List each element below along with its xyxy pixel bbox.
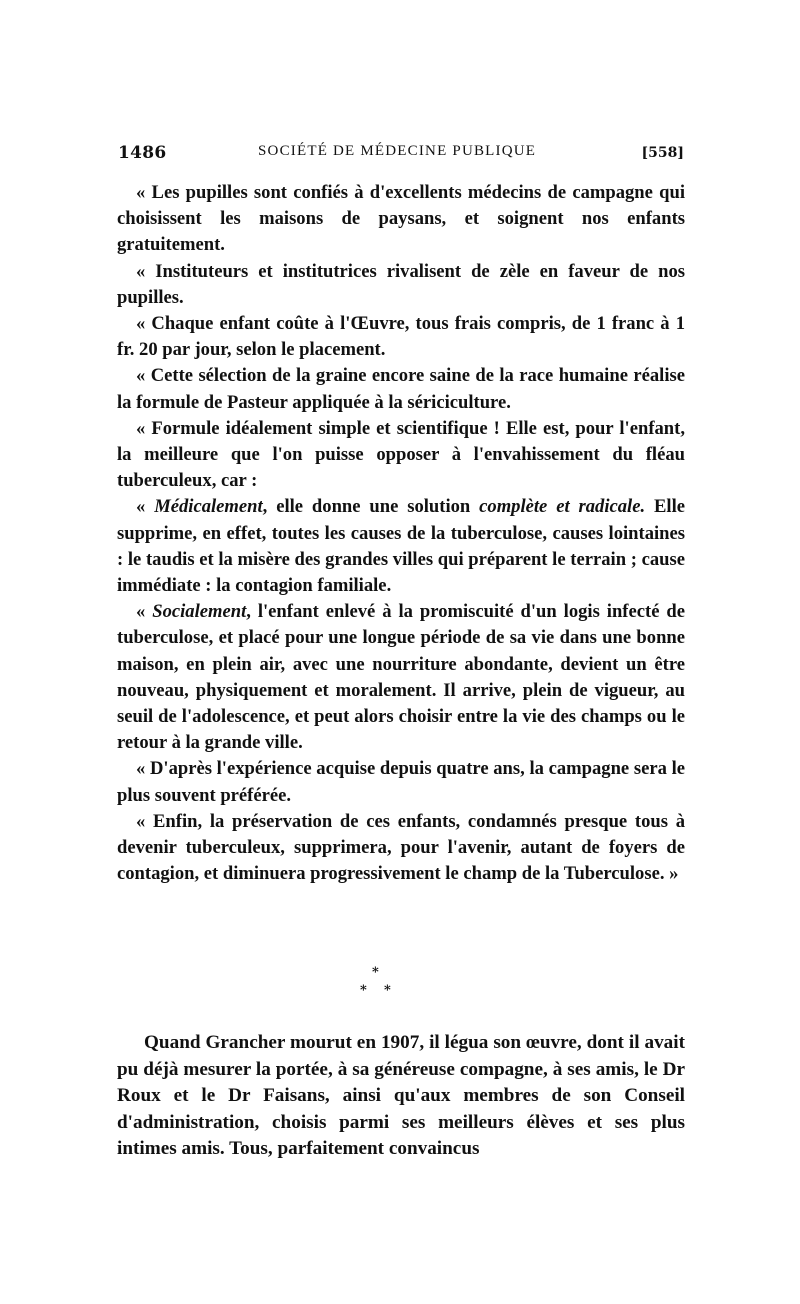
paragraph-socialement [117, 599, 685, 756]
paragraph-medicalement [117, 494, 685, 599]
asterisk: * [360, 983, 367, 998]
section-separator-asterism [360, 965, 430, 1010]
paragraph: « Enfin, la préservation de ces enfants, condamnés presque tous à devenir tuberculeux, supprimera, pour l'avenir, autant de foyers de contagion, et diminuera progressivement le champ de la Tuberculose. » [117, 810, 685, 885]
quote-mark: « [136, 496, 155, 518]
paragraph: « D'après l'expérience acquise depuis quatre ans, la campagne sera le plus souvent préférée. [117, 758, 685, 806]
asterisk: * [384, 983, 391, 998]
running-title: SOCIÉTÉ DE MÉDECINE PUBLIQUE [258, 143, 537, 159]
quote-mark: « [136, 601, 153, 623]
closing-text-block [117, 1030, 685, 1163]
paragraph: « Les pupilles sont confiés à d'excellents médecins de campagne qui choisissent les maisons de paysans, et soignent nos enfants gratuitement. [117, 182, 685, 256]
page-number: 1486 [118, 143, 167, 163]
paragraph: « Instituteurs et institutrices rivalisent de zèle en faveur de nos pupilles. [117, 260, 685, 308]
emphasis-socialement: Socialement [152, 601, 247, 623]
paragraph-text: Elle supprime, en effet, toutes les causes de la tuberculose, causes lointaines : le taudis et la misère des grandes villes qui préparent le terrain ; cause immédiate : la contagion familiale. [117, 496, 686, 597]
paragraph: « Cette sélection de la graine encore saine de la race humaine réalise la formule de Pasteur appliquée à la sériciculture. [117, 365, 685, 413]
emphasis-complete-radicale: complète et radicale. [479, 496, 646, 518]
folio-reference: [558] [641, 145, 684, 161]
paragraph-text: , elle donne une solution [262, 496, 480, 518]
paragraph-text: , l'enfant enlevé à la promiscuité d'un logis infecté de tuberculose, et placé pour une longue période de sa vie dans une bonne maison, en plein air, avec une nourriture abondante, devient un être nouveau, physiquement et moralement. Il arrive, plein de vigueur, au seuil de l'adolescence, et peut alors choisir entre la vie des champs ou le retour à la grande ville. [117, 601, 685, 754]
quoted-text-block [117, 180, 685, 887]
asterisk: * [372, 965, 379, 980]
emphasis-medicalement: Médicalement [154, 496, 263, 518]
paragraph: « Chaque enfant coûte à l'Œuvre, tous frais compris, de 1 franc à 1 fr. 20 par jour, selon le placement. [117, 313, 685, 361]
paragraph: « Formule idéalement simple et scientifique ! Elle est, pour l'enfant, la meilleure que l'on puisse opposer à l'envahissement du fléau tuberculeux, car : [117, 417, 685, 492]
page-header [118, 143, 684, 169]
closing-paragraph: Quand Grancher mourut en 1907, il légua son œuvre, dont il avait pu déjà mesurer la portée, à sa généreuse compagne, à ses amis, le Dr Roux et le Dr Faisans, ainsi qu'aux membres de son Conseil d'administration, choisis parmi ses meilleurs élèves et ses plus intimes amis. Tous, parfaitement convaincus [117, 1032, 685, 1159]
